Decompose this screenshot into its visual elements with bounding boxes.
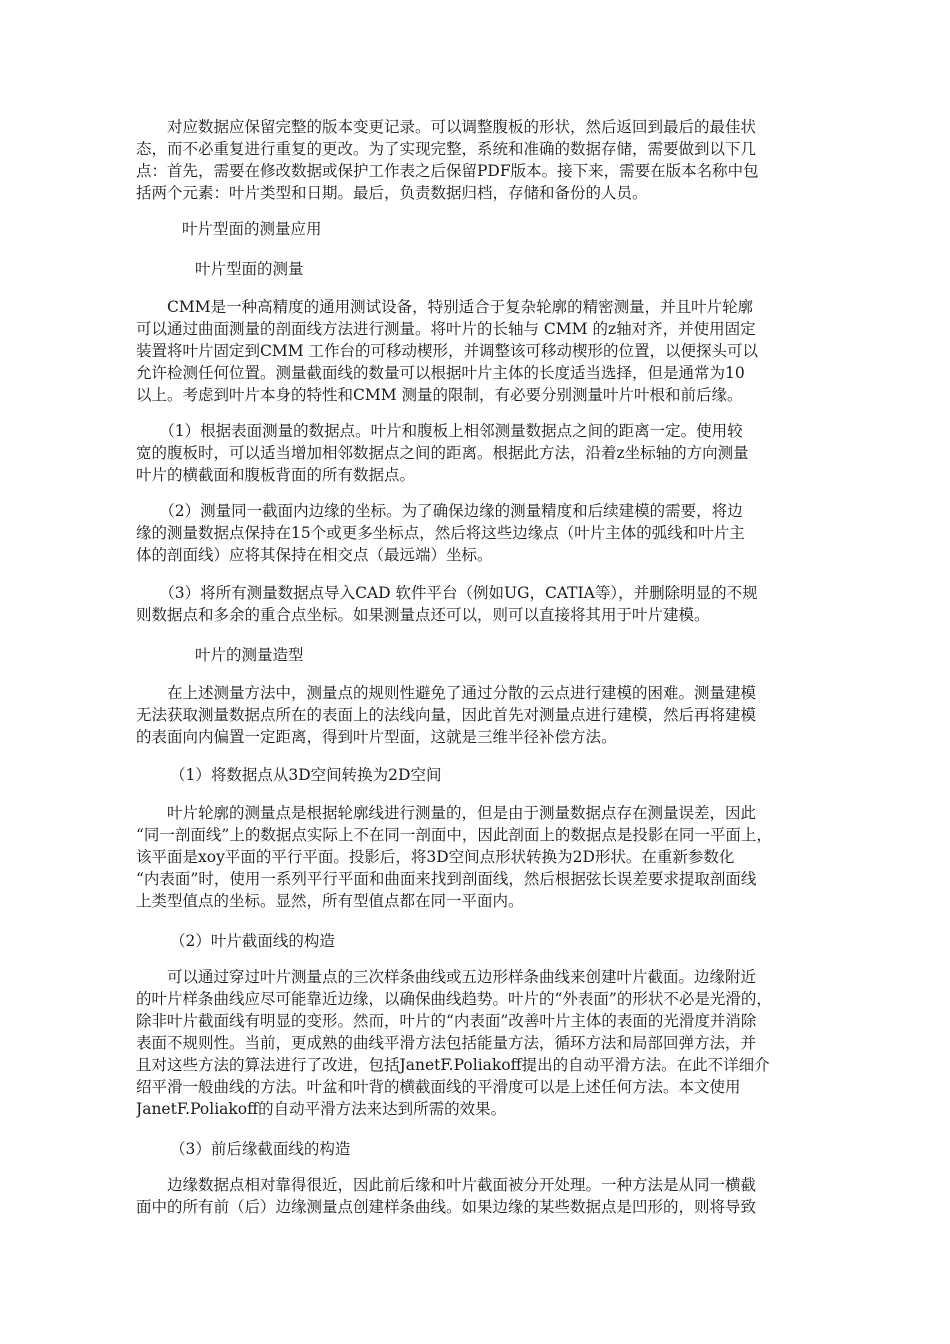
paragraph-smoothing bbox=[136, 966, 816, 1120]
paragraph-edges bbox=[136, 1174, 816, 1218]
text-line: 边缘数据点相对靠得很近，因此前后缘和叶片截面被分开处理。一种方法是从同一横截 bbox=[136, 1176, 757, 1194]
text-line: 对应数据应保留完整的版本变更记录。可以调整腹板的形状，然后返回到最后的最佳状 bbox=[136, 118, 757, 136]
text-line: 态，而不必重复进行重复的更改。为了实现完整，系统和准确的数据存储，需要做到以下几 bbox=[136, 140, 757, 158]
text-line: 体的剖面线）应将其保持在相交点（最远端）坐标。 bbox=[136, 546, 493, 564]
text-line: 的表面向内偏置一定距离，得到叶片型面，这就是三维半径补偿方法。 bbox=[136, 728, 617, 746]
paragraph-projection bbox=[136, 802, 816, 912]
text-line: 可以通过曲面测量的剖面线方法进行测量。将叶片的长轴与 CMM 的z轴对齐，并使用固定 bbox=[136, 320, 756, 338]
subsection-heading-modeling: 叶片的测量造型 bbox=[195, 646, 304, 664]
text-line: 无法获取测量数据点所在的表面上的法线向量，因此首先对测量点进行建模，然后再将建模 bbox=[136, 706, 757, 724]
text-line: 缘的测量数据点保持在15个或更多坐标点，然后将这些边缘点（叶片主体的弧线和叶片主 bbox=[136, 524, 745, 542]
text-line: 表面不规则性。当前，更成熟的曲线平滑方法包括能量方法，循环方法和局部回弹方法，并 bbox=[136, 1034, 757, 1052]
section-heading: 叶片型面的测量应用 bbox=[182, 220, 322, 238]
text-line: 在上述测量方法中，测量点的规则性避免了通过分散的云点进行建模的困难。测量建模 bbox=[136, 684, 757, 702]
text-line: 绍平滑一般曲线的方法。叶盆和叶背的横截面线的平滑度可以是上述任何方法。本文使用 bbox=[136, 1078, 741, 1096]
text-line: JanetF.Poliakoff的自动平滑方法来达到所需的效果。 bbox=[136, 1100, 507, 1118]
text-line: 该平面是xoy平面的平行平面。投影后，将3D空间点形状转换为2D形状。在重新参数化 bbox=[136, 848, 735, 866]
paragraph-step-3 bbox=[136, 582, 816, 626]
step-heading-section-lines: （2）叶片截面线的构造 bbox=[170, 932, 335, 950]
text-line: 允许检测任何位置。测量截面线的数量可以根据叶片主体的长度适当选择，但是通常为10 bbox=[136, 364, 745, 382]
paragraph-modeling bbox=[136, 682, 816, 748]
text-line: 面中的所有前（后）边缘测量点创建样条曲线。如果边缘的某些数据点是凹形的，则将导致 bbox=[136, 1198, 757, 1216]
text-line: “同一剖面线”上的数据点实际上不在同一剖面中，因此剖面上的数据点是投影在同一平面上， bbox=[136, 826, 772, 844]
step-heading-3d-to-2d: （1）将数据点从3D空间转换为2D空间 bbox=[170, 766, 442, 784]
text-line: 上类型值点的坐标。显然，所有型值点都在同一平面内。 bbox=[136, 892, 524, 910]
text-line: （1）根据表面测量的数据点。叶片和腹板上相邻测量数据点之间的距离一定。使用较 bbox=[136, 422, 743, 440]
subsection-heading-measurement: 叶片型面的测量 bbox=[195, 260, 304, 278]
text-line: 可以通过穿过叶片测量点的三次样条曲线或五边形样条曲线来创建叶片截面。边缘附近 bbox=[136, 968, 757, 986]
text-line: 叶片的横截面和腹板背面的所有数据点。 bbox=[136, 466, 416, 484]
paragraph-version-records bbox=[136, 116, 816, 204]
text-line: 括两个元素：叶片类型和日期。最后，负责数据归档，存储和备份的人员。 bbox=[136, 184, 648, 202]
text-line: 除非叶片截面线有明显的变形。然而，叶片的“内表面”改善叶片主体的表面的光滑度并消除 bbox=[136, 1012, 757, 1030]
text-line: 叶片轮廓的测量点是根据轮廓线进行测量的，但是由于测量数据点存在测量误差，因此 bbox=[136, 804, 757, 822]
paragraph-step-1 bbox=[136, 420, 816, 486]
text-line: “内表面”时，使用一系列平行平面和曲面来找到剖面线，然后根据弦长误差要求提取剖面线 bbox=[136, 870, 757, 888]
text-line: （3）将所有测量数据点导入CAD 软件平台（例如UG，CATIA等），并删除明显的不规 bbox=[136, 584, 758, 602]
text-line: 装置将叶片固定到CMM 工作台的可移动楔形，并调整该可移动楔形的位置，以便探头可以 bbox=[136, 342, 759, 360]
text-line: 点：首先，需要在修改数据或保护工作表之后保留PDF版本。接下来，需要在版本名称中包 bbox=[136, 162, 759, 180]
text-line: 的叶片样条曲线应尽可能靠近边缘，以确保曲线趋势。叶片的“外表面”的形状不必是光滑的， bbox=[136, 990, 772, 1008]
paragraph-cmm bbox=[136, 296, 816, 406]
text-line: 以上。考虑到叶片本身的特性和CMM 测量的限制，有必要分别测量叶片叶根和前后缘。 bbox=[136, 386, 743, 404]
text-line: （2）测量同一截面内边缘的坐标。为了确保边缘的测量精度和后续建模的需要，将边 bbox=[136, 502, 743, 520]
text-line: 且对这些方法的算法进行了改进，包括JanetF.Poliakoff提出的自动平滑方法。在此不详细介 bbox=[136, 1056, 770, 1074]
paragraph-step-2 bbox=[136, 500, 816, 566]
step-heading-edge-lines: （3）前后缘截面线的构造 bbox=[170, 1140, 351, 1158]
text-line: 宽的腹板时，可以适当增加相邻数据点之间的距离。根据此方法，沿着z坐标轴的方向测量 bbox=[136, 444, 749, 462]
text-line: 则数据点和多余的重合点坐标。如果测量点还可以，则可以直接将其用于叶片建模。 bbox=[136, 606, 710, 624]
text-line: CMM是一种高精度的通用测试设备，特别适合于复杂轮廓的精密测量，并且叶片轮廓 bbox=[136, 298, 754, 316]
